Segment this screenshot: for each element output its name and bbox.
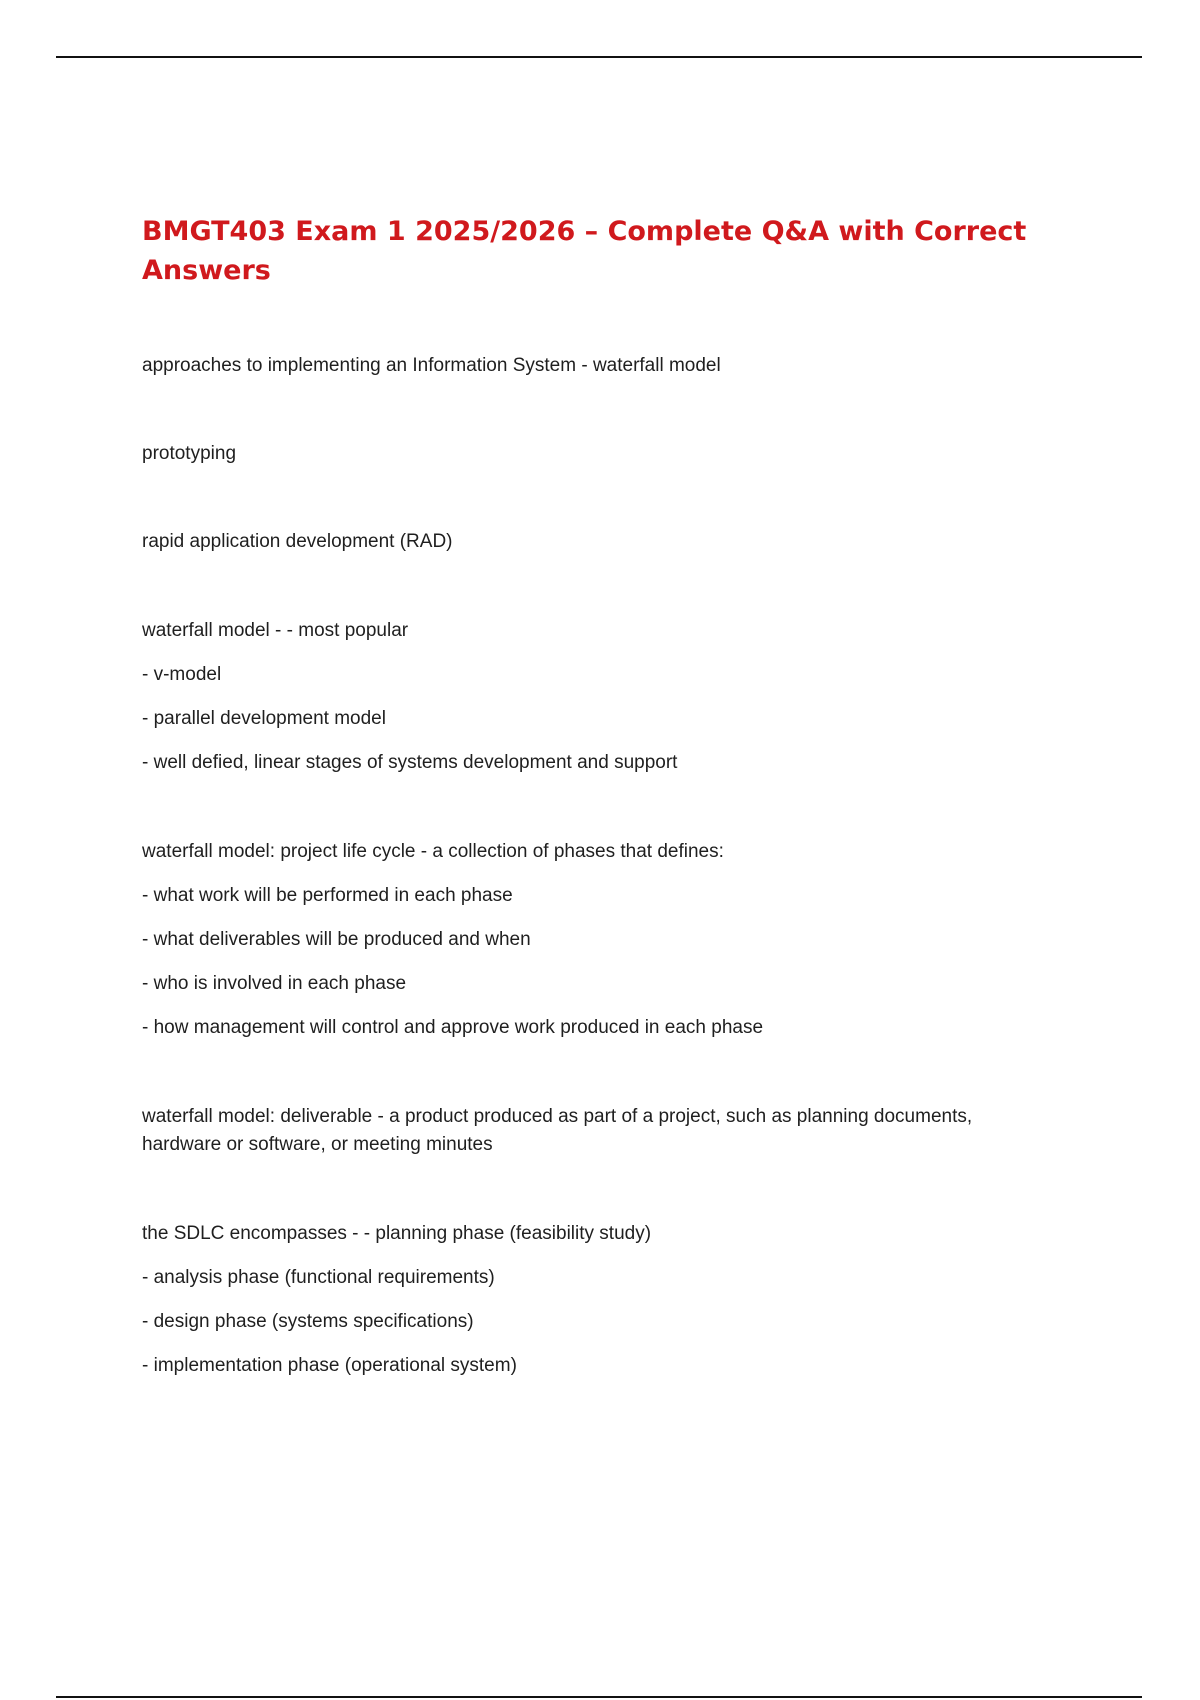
bottom-divider [56, 1696, 1142, 1698]
text-line: - implementation phase (operational system) [142, 1355, 517, 1376]
text-line: waterfall model: project life cycle - a collection of phases that defines: [142, 841, 724, 862]
text-line: the SDLC encompasses - - planning phase (feasibility study) [142, 1223, 652, 1244]
text-line: waterfall model - - most popular [142, 620, 409, 641]
text-line: - how management will control and approve work produced in each phase [142, 1017, 764, 1038]
text-line: - what deliverables will be produced and when [142, 929, 531, 950]
text-line: waterfall model: deliverable - a product produced as part of a project, such as planning documents, hardware or software, or meeting minutes [142, 1106, 973, 1155]
text-line: - v-model [142, 664, 222, 685]
text-line: rapid application development (RAD) [142, 531, 453, 552]
text-line: approaches to implementing an Information System - waterfall model [142, 355, 721, 376]
text-line: - parallel development model [142, 708, 386, 729]
text-line: - analysis phase (functional requirements) [142, 1267, 495, 1288]
text-line: - well defied, linear stages of systems development and support [142, 752, 678, 773]
text-line: - design phase (systems specifications) [142, 1311, 474, 1332]
text-line: prototyping [142, 443, 237, 464]
text-line: - what work will be performed in each phase [142, 885, 513, 906]
text-line: - who is involved in each phase [142, 973, 407, 994]
top-divider [56, 56, 1142, 58]
document-title: BMGT403 Exam 1 2025/2026 – Complete Q&A with Correct Answers [142, 216, 1027, 286]
